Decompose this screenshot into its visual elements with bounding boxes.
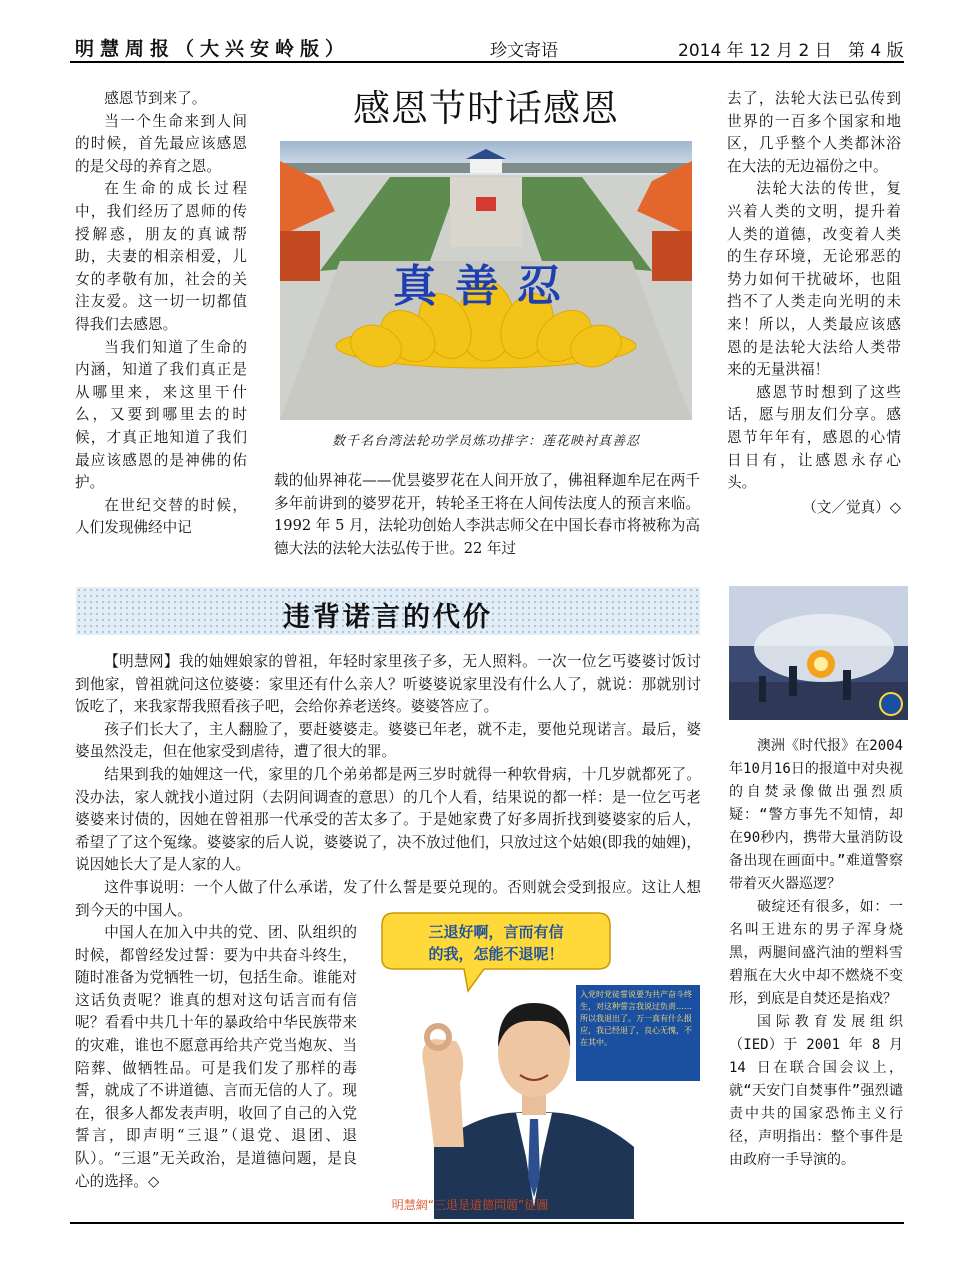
col1-para: 当一个生命来到人间的时候，首先最应该感恩的是父母的养育之恩。	[75, 112, 247, 175]
article1-col3	[727, 88, 901, 519]
article2-para: 孩子们长大了，主人翻脸了，要赶婆婆走。婆婆已年老，就不走，要他兑现诺言。最后，婆婆虽然没走，但在他家受到虐待，遭了很大的罪。	[75, 720, 701, 761]
col3-para: 感恩节时想到了这些话，愿与朋友们分享。感恩节年年有，感恩的心情日日有，让感恩永存心头。	[727, 383, 901, 492]
three-withdrawals-ad	[364, 907, 702, 1219]
article1-col1	[75, 88, 247, 540]
article2-title: 违背诺言的代价	[283, 602, 493, 633]
col1-para: 在世纪交替的时候，人们发现佛经中记	[75, 496, 247, 537]
article2-para: 这件事说明：一个人做了什么承诺，发了什么誓是要兑现的。否则就会受到报应。这让人想到今天的中国人。	[75, 878, 701, 919]
header-rule	[70, 61, 904, 63]
article2-body	[75, 651, 701, 922]
masthead: 明慧周报（大兴安岭版）	[75, 38, 351, 60]
col1-para: 感恩节到来了。	[104, 90, 207, 107]
footer-rule	[70, 1222, 904, 1224]
col3-para: 去了，法轮大法已弘传到世界的一百多个国家和地区，几乎整个人类都沐浴在大法的无边福份之中。	[727, 90, 901, 175]
article2-para: 【明慧网】我的妯娌娘家的曾祖，年轻时家里孩子多，无人照料。一次一位乞丐婆婆讨饭讨到他家，曾祖就问这位婆婆：家里还有什么亲人？听婆婆说家里没有什么人了，就说：那就别讨饭吃了，来我家帮我照看孩子吧，会给你养老送终。婆婆答应了。	[75, 653, 701, 716]
author-signature: （文／觉真）◇	[802, 498, 901, 516]
article2-left-column	[75, 922, 357, 1193]
col3-para: 法轮大法的传世，复兴着人类的文明，提升着人类的道德，改变着人类的生存环境，无论邪恶的势力如何干扰破坏，也阻挡不了人类走向光明的未来！所以，人类最应该感恩的是法轮大法给人类带来的无量洪福！	[727, 180, 901, 379]
sidebar-para: 澳洲《时代报》在2004年10月16日的报道中对央视的自焚录像做出强烈质疑：“警方事先不知情，却在90秒内，携带大量消防设备出现在画面中。”难道警察带着灭火器巡逻？	[729, 738, 903, 892]
ad-bubble-line1: 三退好啊，言而有信	[428, 923, 564, 941]
sidebar-para: 国际教育发展组织（IED）于 2001 年 8 月 14 日在联合国会议上，就“天安门自焚事件”强烈谴责中共的国家恐怖主义行径，声明指出：整个事件是由政府一手导演的。	[729, 1014, 903, 1168]
sidebar-text	[729, 735, 903, 1172]
ad-footer: 明慧網“三退是道德問題”征圖	[391, 1198, 549, 1212]
ad-bubble-line2: 的我，怎能不退呢！	[428, 945, 564, 963]
col1-para: 当我们知道了生命的内涵，知道了我们真正是从哪里来，来这里干什么，又要到哪里去的时候，才真正地知道了我们最应该感恩的是神佛的佑护。	[75, 338, 247, 492]
col1-para: 在生命的成长过程中，我们经历了恩师的传授解惑，朋友的真诚帮助，夫妻的相亲相爱，儿女的孝敬有加，社会的关注友爱。这一切一切都值得我们去感恩。	[75, 180, 247, 333]
article1-mid-text	[274, 470, 700, 560]
sidebar-para: 破绽还有很多，如：一名叫王进东的男子浑身烧黑，两腿间盛汽油的塑料雪碧瓶在大火中却不燃烧不变形，到底是自焚还是掐戏？	[729, 899, 903, 1007]
page-number: 第 4 版	[848, 41, 904, 61]
article2-para: 结果到我的妯娌这一代，家里的几个弟弟都是两三岁时就得一种软骨病，十几岁就都死了。没办法，家人就找小道过阴（去阴间调查的意思）的几个人看，结果说的都一样：是一位乞丐老婆婆来讨债的，因她在曾祖那一代承受的苦太多了。于是她家费了好多周折找到婆婆家的后人，希望了了这个冤缘。婆婆家的后人说，婆婆说了，决不放过他们，只放过这个姑娘(即我的妯娌)，说因她长大了是人家的人。	[75, 765, 701, 874]
photo-caption: 数千名台湾法轮功学员炼功排字：莲花映衬真善忍	[331, 434, 640, 449]
article1-title: 感恩节时话感恩	[353, 87, 619, 130]
photo-characters: 真善忍	[393, 261, 579, 312]
mid-para: 载的仙界神花——优昙婆罗花在人间开放了，佛祖释迦牟尼在两千多年前讲到的婆罗花开，转轮圣王将在人间传法度人的预言来临。1992 年 5 月，法轮功创始人李洪志师父在中国长春市将被称为高德大法的法轮大法弘传于世。22 年过	[274, 472, 700, 557]
ad-box-text: 入党时党徒誓说要为共产奋斗终生，对这种誓言我说过负责……所以我退出了。万一真有什么报应，我已经退了，良心无愧，不在其中。	[580, 990, 692, 1047]
self-immolation-photo	[729, 586, 908, 720]
article2-para: 中国人在加入中共的党、团、队组织的时候，都曾经发过誓：要为中共奋斗终生，随时准备为党牺牲一切，包括生命。谁能对这话负责呢？谁真的想对这句话言而有信呢？看看中共几十年的暴政给中华民族带来的灾难，谁也不愿意再给共产党当炮灰、当陪葬、做牺牲品。可是我们发了那样的毒誓，就成了不讲道德、言而无信的人了。现在，很多人都发表声明，收回了自己的入党誓言，即声明“三退”（退党、退团、退队）。“三退”无关政治，是道德问题，是良心的选择。◇	[75, 924, 357, 1190]
section-name: 珍文寄语	[490, 41, 558, 61]
issue-date: 2014 年 12 月 2 日	[678, 41, 832, 61]
lotus-formation-photo	[280, 141, 692, 420]
